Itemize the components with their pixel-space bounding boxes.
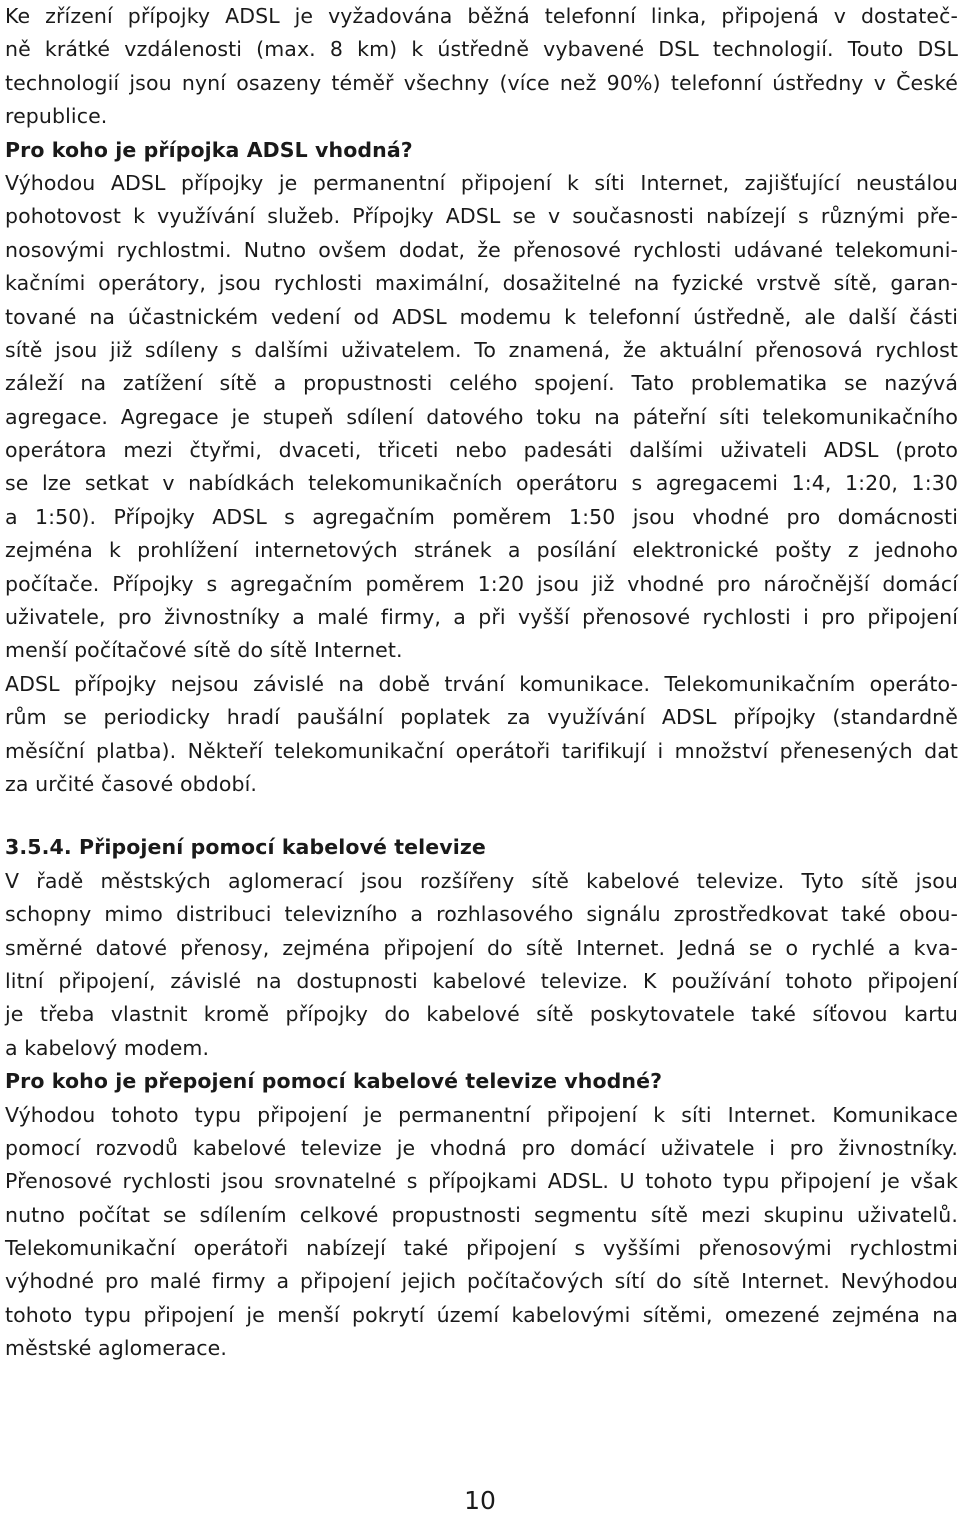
text-line: Výhodou tohoto typu připojení je permanentní připojení k síti Internet. Komunikace: [5, 1102, 958, 1127]
text-line: nutno počítat se sdílením celkové propustnosti segmentu sítě mezi skupinu uživatelů.: [5, 1202, 958, 1227]
text-line: pomocí rozvodů kabelové televize je vhodná pro domácí uživatele i pro živnostníky.: [5, 1135, 958, 1160]
text-line: nosovými rychlostmi. Nutno ovšem dodat, že přenosové rychlosti udávané telekomuni-: [5, 237, 958, 262]
text-line: výhodné pro malé firmy a připojení jejich počítačových sítí do sítě Internet. Nevýhodou: [5, 1269, 958, 1294]
heading-adsl-suitability: Pro koho je přípojka ADSL vhodná?: [5, 137, 413, 162]
text-line: rům se periodicky hradí paušální poplatek za využívání ADSL přípojky (standardně: [5, 705, 958, 730]
text-line: tované na účastnickém vedení od ADSL modemu k telefonní ústředně, ale další části: [5, 304, 958, 329]
text-line: ADSL přípojky nejsou závislé na době trvání komunikace. Telekomunikačním operáto-: [5, 671, 958, 696]
heading-cable-suitability: Pro koho je přepojení pomocí kabelové televize vhodné?: [5, 1069, 663, 1094]
paragraph-cable-intro: [5, 865, 958, 1065]
text-line: schopny mimo distribuci televizního a rozhlasového signálu zprostředkovat také obou-: [5, 902, 958, 927]
text-line: Ke zřízení přípojky ADSL je vyžadována běžná telefonní linka, připojená v dostateč-: [5, 4, 958, 28]
text-line: sítě jsou již sdíleny s dalšími uživatelem. To znamená, že aktuální přenosová rychlost: [5, 337, 958, 362]
text-line: republice.: [5, 104, 108, 129]
text-line: a kabelový modem.: [5, 1035, 210, 1060]
text-line: Přenosové rychlosti jsou srovnatelné s přípojkami ADSL. U tohoto typu připojení je však: [5, 1169, 958, 1194]
text-line: městské aglomerace.: [5, 1336, 227, 1361]
text-line: kačními operátory, jsou rychlosti maximální, dosažitelné na fyzické vrstvě sítě, garan-: [5, 271, 958, 296]
text-line: tohoto typu připojení je menší pokrytí území kabelovými sítěmi, omezené zejména na: [5, 1302, 958, 1327]
text-line: a 1:50). Přípojky ADSL s agregačním poměrem 1:50 jsou vhodné pro domácnosti: [5, 504, 958, 529]
document-page: [5, 0, 958, 1366]
text-line: zejména k prohlížení internetových stránek a posílání elektronické pošty z jednoho: [5, 538, 958, 563]
text-line: V řadě městských aglomerací jsou rozšířeny sítě kabelové televize. Tyto sítě jsou: [5, 868, 958, 893]
text-line: uživatele, pro živnostníky a malé firmy, a při vyšší přenosové rychlosti i pro připojení: [5, 605, 958, 630]
text-line: za určité časové období.: [5, 771, 257, 796]
text-line: Telekomunikační operátoři nabízejí také připojení s vyššími přenosovými rychlostmi: [5, 1236, 958, 1261]
paragraph-adsl-advantages: [5, 167, 958, 668]
section-heading: 3.5.4. Připojení pomocí kabelové televize: [5, 835, 486, 860]
text-line: směrné datové přenosy, zejména připojení do sítě Internet. Jedná se o rychlé a kva-: [5, 935, 958, 960]
paragraph-cable-advantages: [5, 1099, 958, 1366]
text-line: je třeba vlastnit kromě přípojky do kabelové sítě poskytovatele také síťovou kartu: [5, 1002, 958, 1027]
text-line: litní připojení, závislé na dostupnosti kabelové televize. K používání tohoto připojení: [5, 968, 958, 993]
paragraph-adsl-billing: [5, 668, 958, 802]
text-line: agregace. Agregace je stupeň sdílení datového toku na páteřní síti telekomunikačního: [5, 404, 958, 429]
text-line: Výhodou ADSL přípojky je permanentní připojení k síti Internet, zajišťující neustálou: [5, 170, 958, 195]
text-line: počítače. Přípojky s agregačním poměrem 1:20 jsou již vhodné pro náročnější domácí: [5, 571, 958, 596]
text-line: měsíční platba). Někteří telekomunikační operátoři tarifikují i množství přenesených dat: [5, 738, 958, 763]
page-number: 10: [464, 1486, 496, 1515]
text-line: operátora mezi čtyřmi, dvaceti, třiceti nebo padesáti dalšími uživateli ADSL (proto: [5, 438, 958, 463]
text-line: záleží na zatížení sítě a propustnosti celého spojení. Tato problematika se nazývá: [5, 371, 958, 396]
text-line: technologií jsou nyní osazeny téměř všechny (více než 90%) telefonní ústředny v České: [5, 70, 958, 95]
text-line: menší počítačové sítě do sítě Internet.: [5, 638, 403, 663]
text-line: ně krátké vzdálenosti (max. 8 km) k ústředně vybavené DSL technologií. Touto DSL: [5, 37, 958, 62]
text-line: se lze setkat v nabídkách telekomunikačních operátoru s agregacemi 1:4, 1:20, 1:30: [5, 471, 958, 496]
paragraph-adsl-requirements: [5, 0, 958, 134]
text-line: pohotovost k využívání služeb. Přípojky ADSL se v současnosti nabízejí s různými pře-: [5, 204, 958, 229]
section-spacer: [5, 801, 958, 831]
